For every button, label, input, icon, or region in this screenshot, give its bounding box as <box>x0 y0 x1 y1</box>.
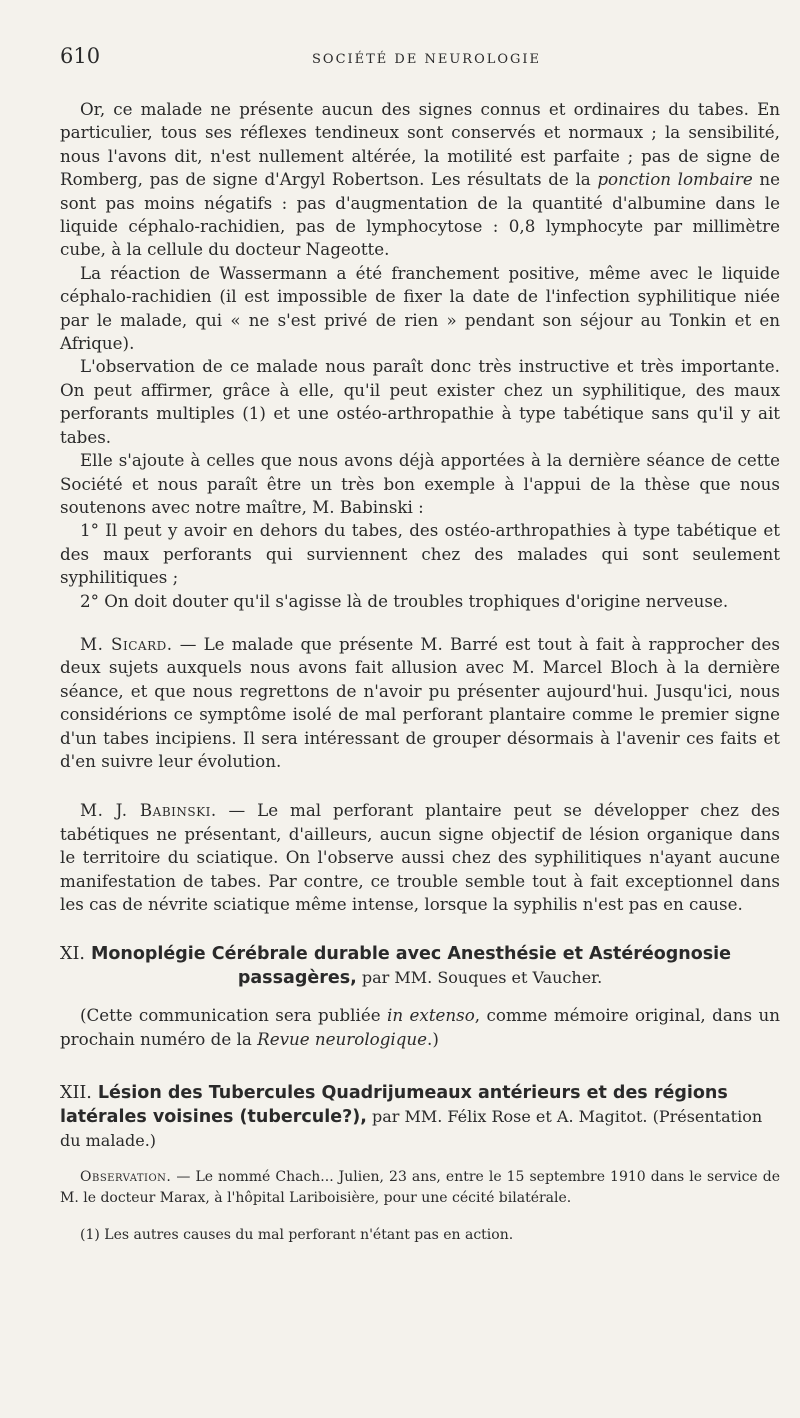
observation: Observation. — Le nommé Chach... Julien, 23 ans, entre le 15 septembre 1910 dans le service de M. le docteur Marax, à l'hôpital Lariboisière, pour une cécité bilatérale. <box>60 1169 780 1207</box>
section-xi-note: (Cette communication sera publiée in extenso, comme mémoire original, dans un prochain numéro de la Revue neurologique.) <box>60 1005 780 1049</box>
paragraph-babinski: M. J. Babinski. — Le mal perforant plantaire peut se développer chez des tabétiques ne présentant, d'ailleurs, aucun signe objectif de lésion organique dans le territoire du sciatique. On l'observe aussi chez des syphilitiques n'ayant aucune manifestation de tabes. Par contre, ce trouble semble tout à fait exceptionnel dans les cas de névrite sciatique même intense, lorsque la syphilis n'est pas en cause. <box>60 800 781 914</box>
footnote: (1) Les autres causes du mal perforant n'étant pas en action. <box>80 1227 514 1244</box>
paragraph: Or, ce malade ne présente aucun des signes connus et ordinaires du tabes. En particulier, tous ses réflexes tendineux sont conservés et normaux ; la sensibilité, nous l'avons dit, n'est nullement altérée, la motilité est parfaite ; pas de signe de Romberg, pas de signe d'Argyl Robertson. Les résultats de la ponction lombaire ne sont pas moins négatifs : pas d'augmentation de la quantité d'albumine dans le liquide céphalo-rachidien, pas de lymphocytose : 0,8 lymphocyte par millimètre cube, à la cellule du docteur Nageotte. <box>60 99 780 260</box>
paragraph: L'observation de ce malade nous paraît donc très instructive et très importante. On peut affirmer, grâce à elle, qu'il peut exister chez un syphilitique, des maux perforants multiples (1) et une ostéo-arthropathie à type tabétique sans qu'il y ait tabes. <box>60 356 780 447</box>
journal-title: SOCIÉTÉ DE NEUROLOGIE <box>312 52 542 67</box>
paragraph: La réaction de Wassermann a été franchement positive, même avec le liquide céphalo-rachidien (il est impossible de fixer la date de l'infection syphilitique niée par le malade, qui « ne s'est privé de rien » pendant son séjour au Tonkin et en Afrique). <box>60 262 780 354</box>
page-number: 610 <box>60 44 101 68</box>
section-authors: par MM. Souques et Vaucher. <box>356 968 603 988</box>
body-text <box>60 98 780 916</box>
paragraph: 2° On doit douter qu'il s'agisse là de troubles trophiques d'origine nerveuse. <box>80 590 729 611</box>
section-authors: par MM. Félix Rose et A. Magitot. (Présentation du malade.) <box>60 1107 763 1151</box>
section-number: XII. <box>60 1083 92 1104</box>
running-head <box>60 44 780 68</box>
section-xi-heading: XI. Monoplégie Cérébrale durable avec Anesthésie et Astéréognosie passagères, par MM. Souques et Vaucher. <box>60 944 732 989</box>
italic-term: ponction lombaire <box>597 169 753 190</box>
speaker-name: M. Sicard. <box>80 633 173 654</box>
section-title: Lésion des Tubercules Quadrijumeaux antérieurs et des régions latérales voisines (tubercule?), <box>60 1083 728 1128</box>
paragraph-sicard: M. Sicard. — Le malade que présente M. Barré est tout à fait à rapprocher des deux sujets auxquels nous avons fait allusion avec M. Marcel Bloch à la dernière séance, et que nous regrettons de n'avoir pu présenter aujourd'hui. Jusqu'ici, nous considérions ce symptôme isolé de mal perforant plantaire comme le premier signe d'un tabes incipiens. Il sera intéressant de grouper désormais à l'avenir ces faits et d'en suivre leur évolution. <box>60 633 780 771</box>
paragraph: 1° Il peut y avoir en dehors du tabes, des ostéo-arthropathies à type tabétique et des maux perforants qui surviennent chez des malades qui sont seulement syphilitiques ; <box>60 520 780 588</box>
observation-label: Observation. <box>80 1169 172 1186</box>
section-number: XI. <box>60 944 85 965</box>
speaker-name: M. J. Babinski. <box>80 800 217 821</box>
section-title: Monoplégie Cérébrale durable avec Anesthésie et Astéréognosie <box>90 944 732 965</box>
paragraph: Elle s'ajoute à celles que nous avons déjà apportées à la dernière séance de cette Société et nous paraît être un très bon exemple à l'appui de la thèse que nous soutenons avec notre maître, M. Babinski : <box>60 450 780 517</box>
section-xii-heading <box>60 1081 780 1153</box>
